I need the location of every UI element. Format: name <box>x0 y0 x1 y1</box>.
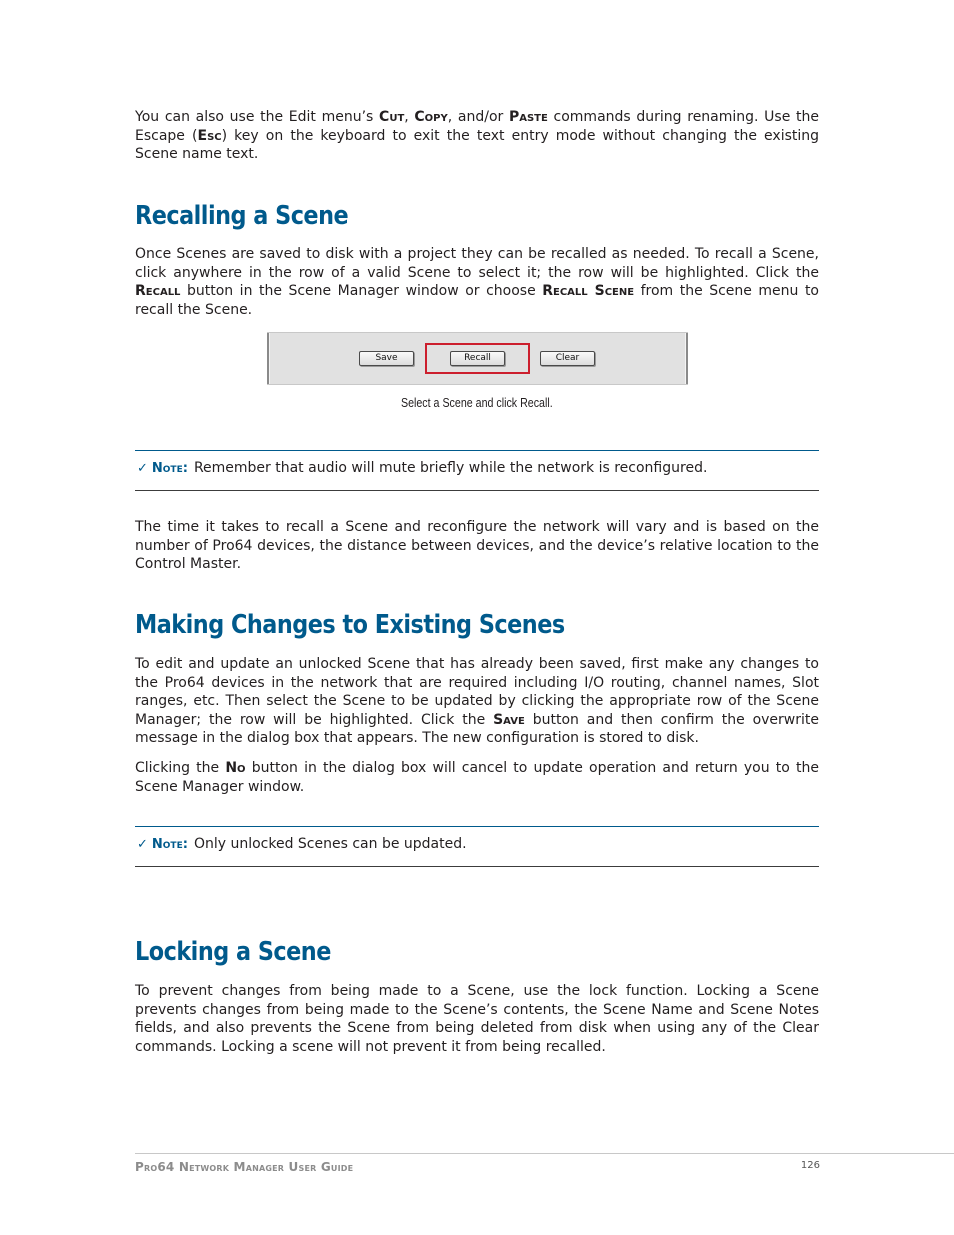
note-rule-top <box>135 450 819 451</box>
locking-paragraph: To prevent changes from being made to a Scene, use the lock function. Locking a Scene prevents changes from being made to the Scene’s contents, the Scene Name and Scene Notes fields, and also prevents the Scene from being deleted from disk when using any of the Clear commands. Locking a scene will not prevent it from being recalled. <box>135 983 819 1055</box>
cut-command: Cut <box>379 109 405 125</box>
scene-manager-button-bar-screenshot <box>267 332 688 385</box>
save-button[interactable]: Save <box>359 351 414 366</box>
note-rule-top-2 <box>135 826 819 827</box>
recall-button-ref: Recall <box>135 283 181 300</box>
recall-highlight-box <box>425 343 530 374</box>
save-button-ref: Save <box>493 711 525 728</box>
page-number: 126 <box>800 1160 820 1171</box>
note-unlocked-only <box>137 835 817 854</box>
footer-title: Pro64 Network Manager User Guide <box>135 1160 354 1174</box>
making-changes-paragraph: To edit and update an unlocked Scene that has already been saved, first make any changes to the Pro64 devices in the network that are required including I/O routing, channel names, Slot ranges, etc. Then select the Scene to be updated by clicking the appropriate row of the Scene Manager; the row will be highlighted. Click the Save button and then confirm the overwrite message in the dialog box that appears. The new configuration is stored to disk. <box>135 656 819 747</box>
figure-right-edge <box>685 333 688 384</box>
checkmark-icon: ✓ <box>137 461 148 476</box>
clear-button[interactable]: Clear <box>540 351 595 366</box>
esc-key: Esc <box>197 127 222 144</box>
note-rule-bottom-2 <box>135 866 819 867</box>
recall-time-paragraph: The time it takes to recall a Scene and reconfigure the network will vary and is based on the number of Pro64 devices, the distance between devices, and the device’s relative location to the Control Master. <box>135 519 819 573</box>
note-text: Remember that audio will mute briefly while the network is reconfigured. <box>193 460 708 476</box>
intro-paragraph: You can also use the Edit menu’s Cut, Copy, and/or Paste commands during renaming. Use the Escape (Esc) key on the keyboard to exit the text entry mode without changing the existing Scene name text. <box>135 109 820 163</box>
recall-button[interactable]: Recall <box>450 351 505 366</box>
heading-making-changes: Making Changes to Existing Scenes <box>135 610 565 640</box>
copy-command: Copy <box>414 109 448 125</box>
note-label: Note: <box>151 837 188 852</box>
clicking-no-paragraph: Clicking the No button in the dialog box will cancel to update operation and return you to the Scene Manager window. <box>135 760 819 795</box>
note-audio-mute <box>137 459 817 478</box>
note-rule-bottom <box>135 490 819 491</box>
heading-locking-a-scene: Locking a Scene <box>135 937 331 967</box>
recalling-paragraph: Once Scenes are saved to disk with a project they can be recalled as needed. To recall a Scene, click anywhere in the row of a valid Scene to select it; the row will be highlighted. Click the Recall button in the Scene Manager window or choose Recall Scene from the Scene menu to recall the Scene. <box>135 246 820 318</box>
recall-scene-menu-ref: Recall Scene <box>542 283 635 300</box>
figure-left-edge <box>267 333 270 384</box>
figure-caption: Select a Scene and click Recall. <box>400 395 553 410</box>
heading-recalling-a-scene: Recalling a Scene <box>135 201 349 231</box>
footer-rule <box>135 1153 954 1154</box>
checkmark-icon: ✓ <box>137 837 148 852</box>
no-button-ref: No <box>225 760 246 776</box>
paste-command: Paste <box>508 109 548 125</box>
note-text: Only unlocked Scenes can be updated. <box>193 836 467 852</box>
note-label: Note: <box>151 461 188 476</box>
